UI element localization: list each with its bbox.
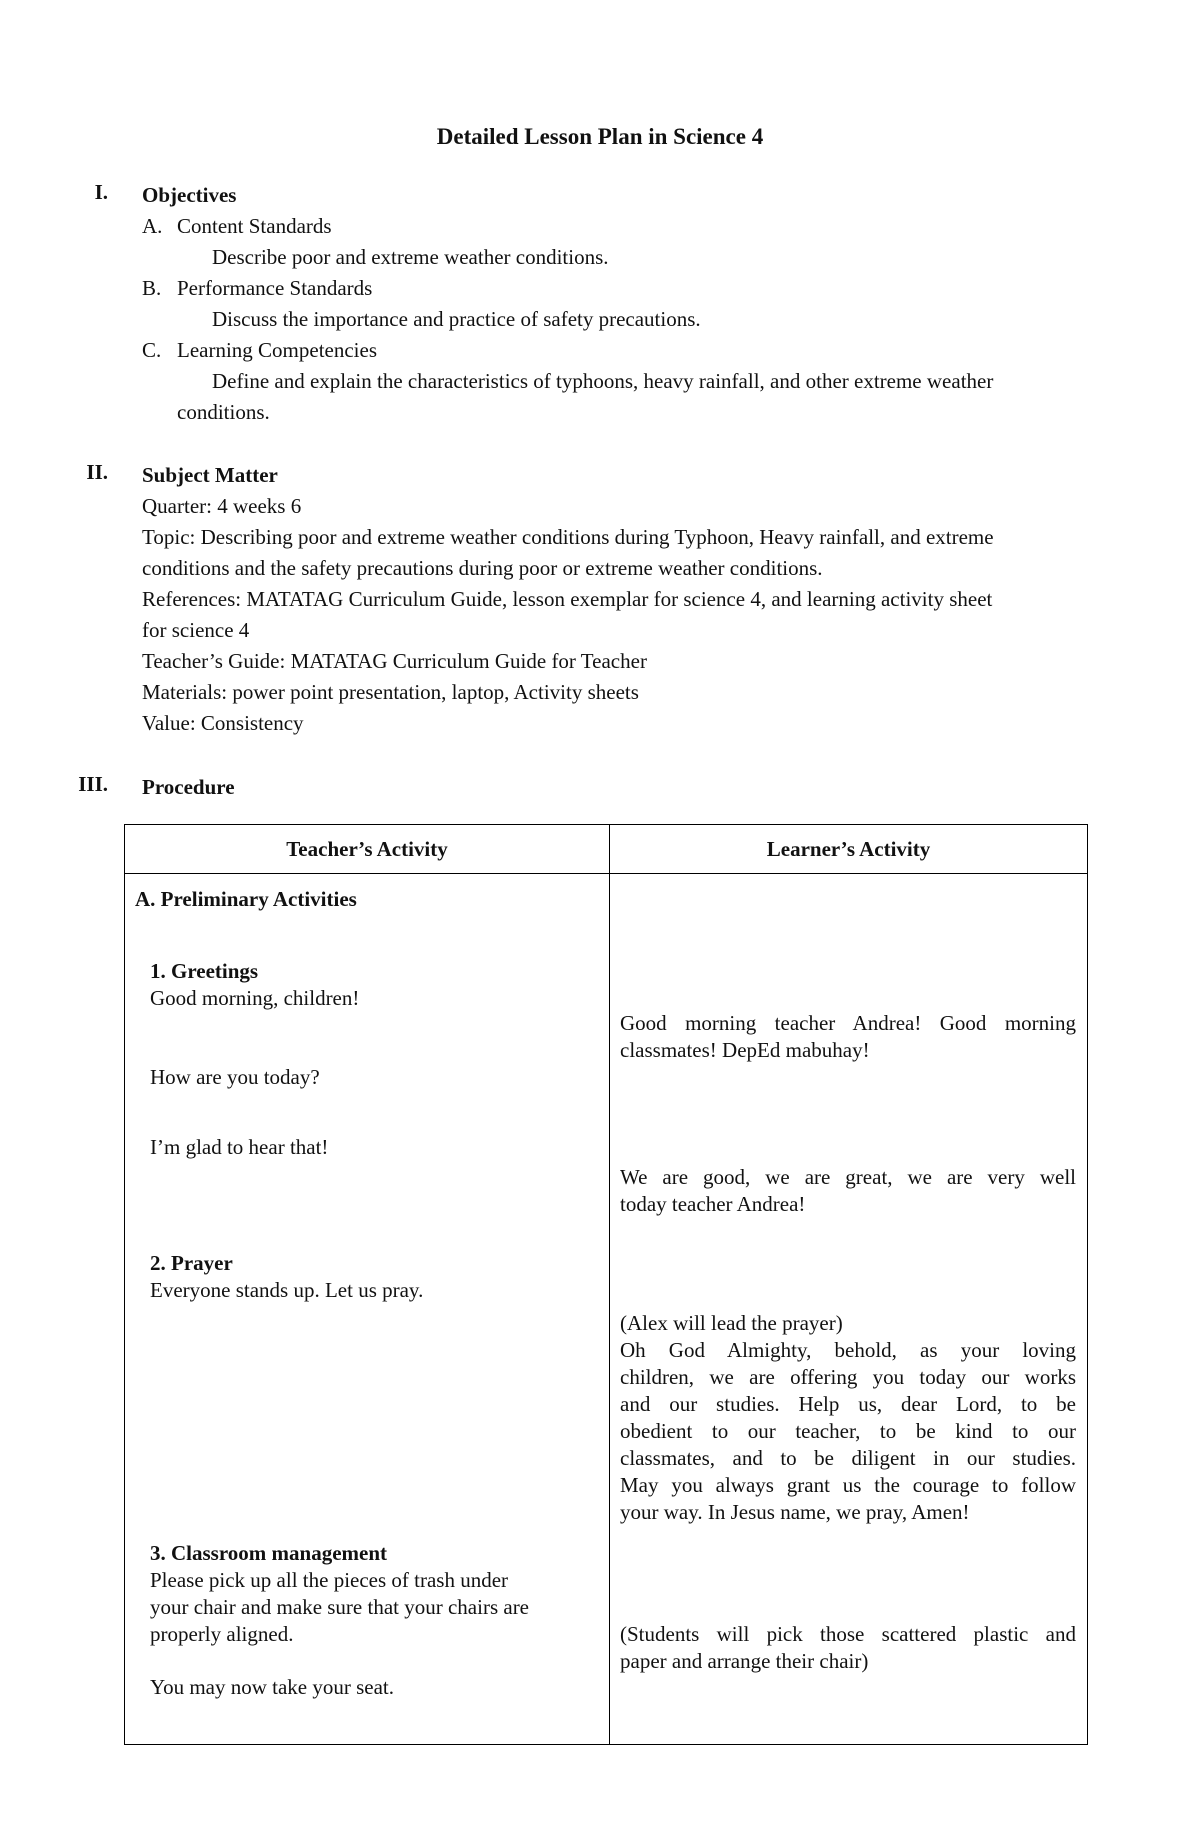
learner-prayer-line3: and our studies. Help us, dear Lord, to be [620,1392,1076,1416]
teacher-activity-header: Teacher’s Activity [125,825,610,874]
subject-quarter: Quarter: 4 weeks 6 [142,494,302,518]
learner-prayer [620,1310,1076,1526]
subject-topic-line1: Topic: Describing poor and extreme weather conditions during Typhoon, Heavy rainfall, and extreme [142,525,994,549]
learner-prayer-line6: May you always grant us the courage to follow [620,1473,1076,1497]
learner-classroom-line2: paper and arrange their chair) [620,1649,869,1673]
procedure-table [124,824,1088,1745]
learner-prayer-leader: (Alex will lead the prayer) [620,1311,843,1335]
greetings-heading: 1. Greetings [150,959,259,983]
learner-activity-cell [610,874,1088,1745]
section-numeral-objectives: I. [94,180,108,204]
subject-references-line1: References: MATATAG Curriculum Guide, lesson exemplar for science 4, and learning activity sheet [142,587,993,611]
objective-a-title: Content Standards [177,214,332,238]
objective-c-title: Learning Competencies [177,338,378,362]
subject-value: Value: Consistency [142,711,304,735]
objective-a-label: A. [142,214,163,238]
document-title: Detailed Lesson Plan in Science 4 [436,124,764,149]
learner-greeting-response [620,1010,1076,1064]
learner-greeting-line2: classmates! DepEd mabuhay! [620,1038,870,1062]
procedure-heading: Procedure [142,775,235,799]
learner-prayer-line7: your way. In Jesus name, we pray, Amen! [620,1500,970,1524]
teacher-glad: I’m glad to hear that! [150,1135,329,1159]
learner-how-line2: today teacher Andrea! [620,1192,806,1216]
teacher-activity-cell [125,874,610,1745]
learner-how-line1: We are good, we are great, we are very well [620,1165,1076,1189]
objective-c-text-line2: conditions. [177,400,270,424]
objective-c-label: C. [142,338,162,362]
learner-activity-header: Learner’s Activity [610,825,1088,874]
learner-prayer-line4: obedient to our teacher, to be kind to our [620,1419,1076,1443]
learner-greeting-line1: Good morning teacher Andrea! Good morning [620,1011,1076,1035]
objective-a-text: Describe poor and extreme weather conditions. [212,245,609,269]
subject-matter-heading: Subject Matter [142,463,278,487]
objectives-heading: Objectives [142,183,237,207]
subject-teachers-guide: Teacher’s Guide: MATATAG Curriculum Guide for Teacher [142,649,647,673]
section-numeral-subject: II. [86,460,108,484]
teacher-greeting: Good morning, children! [150,986,360,1010]
learner-classroom-response [620,1621,1076,1675]
section-numeral-procedure: III. [78,772,108,796]
subject-materials: Materials: power point presentation, laptop, Activity sheets [142,680,639,704]
learner-prayer-line1: Oh God Almighty, behold, as your loving [620,1338,1076,1362]
subject-topic-line2: conditions and the safety precautions during poor or extreme weather conditions. [142,556,823,580]
teacher-pray-instruction: Everyone stands up. Let us pray. [150,1278,424,1302]
teacher-trash-line1: Please pick up all the pieces of trash under [150,1568,509,1592]
teacher-how-are-you: How are you today? [150,1065,320,1089]
subject-references-line2: for science 4 [142,618,250,642]
preliminary-activities-heading: A. Preliminary Activities [135,887,357,911]
learner-classroom-line1: (Students will pick those scattered plastic and [620,1622,1076,1646]
classroom-management-heading: 3. Classroom management [150,1541,388,1565]
objective-b-label: B. [142,276,162,300]
objective-c-text-line1: Define and explain the characteristics of typhoons, heavy rainfall, and other extreme weather [212,369,994,393]
prayer-heading: 2. Prayer [150,1251,233,1275]
objective-b-title: Performance Standards [177,276,373,300]
learner-how-response [620,1164,1076,1218]
teacher-trash-line2: your chair and make sure that your chairs are [150,1595,530,1619]
learner-prayer-line5: classmates, and to be diligent in our studies. [620,1446,1076,1470]
teacher-take-seat: You may now take your seat. [150,1675,395,1699]
teacher-trash-line3: properly aligned. [150,1622,294,1646]
objective-b-text: Discuss the importance and practice of safety precautions. [212,307,701,331]
learner-prayer-line2: children, we are offering you today our works [620,1365,1076,1389]
